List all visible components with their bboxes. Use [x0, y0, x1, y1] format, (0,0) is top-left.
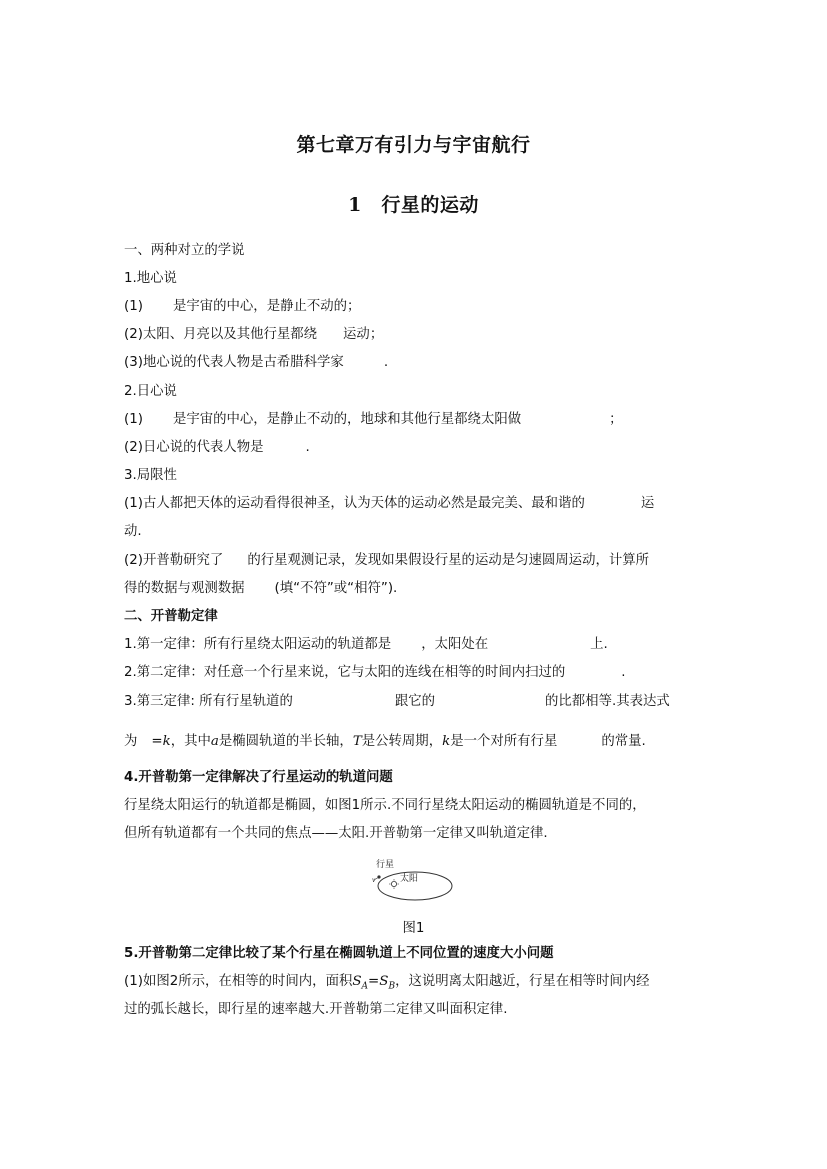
section-4-para-2: 但所有轨道都有一个共同的焦点——太阳.开普勒第一定律又叫轨道定律.	[124, 826, 548, 841]
formula-end: 的常量.	[601, 734, 646, 749]
limitation-item-2-cont-text: 得的数据与观测数据	[124, 581, 245, 596]
limitation-item-1-text: (1)古人都把天体的运动看得很神圣，认为天体的运动必然是最完美、最和谐的	[124, 496, 585, 511]
geocentric-item-1	[124, 298, 702, 316]
heliocentric-item-2	[124, 439, 702, 457]
heliocentric-item-1-num: (1)	[124, 412, 143, 427]
sun-icon	[391, 881, 396, 886]
limitation-item-2-text: (2)开普勒研究了	[124, 553, 224, 568]
kepler-law-1-text: 1.第一定律：所有行星绕太阳运动的轨道都是	[124, 637, 392, 652]
kepler-law-3-formula	[124, 733, 702, 751]
geocentric-item-2	[124, 326, 702, 344]
kepler-law-1-mid: ，太阳处在	[421, 637, 489, 652]
limitation-item-2-cont	[124, 580, 702, 598]
limitation-item-2-hint: (填“不符”或“相符”).	[274, 581, 398, 596]
planet-label: 行星	[376, 860, 395, 870]
kepler-law-2-text: 2.第二定律：对任意一个行星来说，它与太阳的连线在相等的时间内扫过的	[124, 665, 566, 680]
area-sub-A: A	[361, 981, 369, 992]
formula-prefix: 为	[124, 734, 138, 749]
velocity-label: v	[372, 877, 376, 884]
heliocentric-item-2-text: (2)日心说的代表人物是	[124, 440, 264, 455]
formula-k-desc: 是一个对所有行星	[450, 734, 558, 749]
kepler-law-2	[124, 664, 702, 682]
figure-1-caption: 图1	[402, 921, 425, 936]
heliocentric-item-1-end: ；	[609, 412, 623, 427]
geocentric-item-2-end: 运动；	[343, 327, 384, 342]
heliocentric-item-1-text: 是宇宙的中心，是静止不动的，地球和其他行星都绕太阳做	[172, 412, 522, 427]
heliocentric-item-2-end: .	[305, 440, 310, 455]
lesson-title: 1 行星的运动	[348, 194, 479, 216]
formula-where: ，其中	[170, 734, 211, 749]
geocentric-item-3-text: (3)地心说的代表人物是古希腊科学家	[124, 355, 344, 370]
heliocentric-title: 2.日心说	[124, 384, 177, 399]
area-S: S	[352, 974, 362, 989]
geocentric-item-3-end: .	[383, 355, 389, 370]
area-S2: S	[379, 974, 389, 989]
geocentric-item-1-text: 是宇宙的中心，是静止不动的；	[172, 299, 361, 314]
limitation-item-2-mid: 的行星观测记录，发现如果假设行星的运动是匀速圆周运动，计算所	[247, 553, 650, 568]
kepler-law-3-end: 的比都相等.其表达式	[545, 694, 670, 709]
limitation-title: 3.局限性	[124, 468, 177, 483]
figure-1-orbit-diagram	[366, 852, 460, 906]
formula-T: T	[352, 734, 362, 749]
limitation-item-1	[124, 495, 702, 513]
kepler-law-3-mid: 跟它的	[394, 694, 436, 709]
limitation-item-1-end: 运	[640, 496, 655, 511]
geocentric-item-2-text: (2)太阳、月亮以及其他行星都绕	[124, 327, 318, 342]
section-5-para-1	[124, 973, 702, 996]
area-SB	[379, 974, 396, 992]
heliocentric-item-1	[124, 411, 702, 429]
area-sub-B: B	[388, 981, 396, 992]
section-1-heading: 一、两种对立的学说	[124, 243, 245, 258]
formula-a: a	[210, 734, 219, 749]
geocentric-item-3	[124, 354, 702, 372]
section-4-para-1: 行星绕太阳运行的轨道都是椭圆，如图1所示.不同行星绕太阳运动的椭圆轨道是不同的，	[124, 798, 646, 813]
geocentric-title: 1.地心说	[124, 271, 177, 286]
formula-a-desc: 是椭圆轨道的半长轴，	[218, 734, 353, 749]
kepler-law-3-text: 3.第三定律: 所有行星轨道的	[124, 694, 293, 709]
area-equals: =	[368, 974, 380, 989]
kepler-law-2-end: .	[621, 665, 626, 680]
section-5-para-1-end: ，这说明离太阳越近，行星在相等时间内经	[395, 974, 650, 989]
limitation-item-1-cont: 动.	[124, 524, 142, 539]
formula-T-desc: 是公转周期，	[361, 734, 443, 749]
formula-k: k	[162, 734, 171, 749]
formula-equals: =	[151, 734, 163, 749]
kepler-law-3	[124, 693, 702, 711]
kepler-law-1	[124, 636, 702, 654]
limitation-item-2	[124, 552, 702, 570]
area-SA	[352, 974, 369, 992]
chapter-title: 第七章万有引力与宇宙航行	[296, 134, 531, 156]
kepler-law-1-end: 上.	[590, 637, 608, 652]
section-2-heading: 二、开普勒定律	[124, 609, 218, 624]
section-5-para-2: 过的弧长越长，即行星的速率越大.开普勒第二定律又叫面积定律.	[124, 1002, 508, 1017]
section-4-heading: 4.开普勒第一定律解决了行星运动的轨道问题	[124, 770, 393, 785]
formula-k2: k	[442, 734, 451, 749]
geocentric-item-1-num: (1)	[124, 299, 143, 314]
sun-label: 太阳	[400, 874, 419, 884]
section-5-para-1-text: (1)如图2所示，在相等的时间内，面积	[124, 974, 353, 989]
sun-rays-icon	[389, 879, 399, 889]
section-5-heading: 5.开普勒第二定律比较了某个行星在椭圆轨道上不同位置的速度大小问题	[124, 946, 554, 961]
